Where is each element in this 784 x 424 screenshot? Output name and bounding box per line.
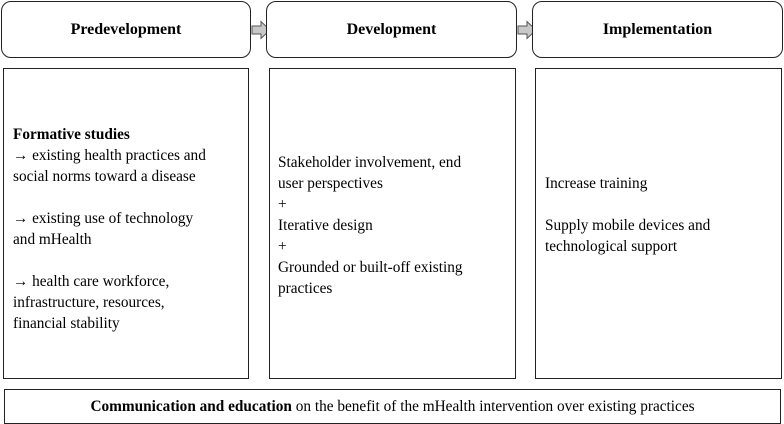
panel-text: technological support — [545, 237, 678, 255]
panel-text: financial stability — [13, 314, 120, 332]
footer-banner — [4, 389, 781, 424]
stage-title: Predevelopment — [70, 20, 182, 38]
stage-header-development — [266, 1, 517, 58]
panel-text: Iterative design — [278, 217, 373, 234]
stage-header-implementation — [532, 1, 783, 58]
panel-text: and mHealth — [13, 230, 92, 248]
panel-text: Increase training — [545, 174, 648, 192]
footer-text: on the benefit of the mHealth intervention over existing practices — [291, 397, 695, 415]
panel-text: Supply mobile devices and — [545, 216, 711, 234]
panel-text: Grounded or built-off existing — [278, 259, 463, 276]
panel-text: + — [278, 196, 287, 213]
panel-predevelopment — [3, 68, 249, 379]
panel-text: user perspectives — [278, 175, 383, 192]
stage-header-predevelopment — [1, 1, 251, 58]
panel-text: practices — [278, 280, 333, 297]
stage-title: Implementation — [602, 20, 713, 38]
panel-text: + — [278, 238, 287, 255]
panel-text: → existing health practices and — [13, 146, 206, 164]
panel-text: → health care workforce, — [13, 272, 170, 290]
panel-development — [269, 68, 516, 379]
footer-bold-text: Communication and education — [90, 397, 292, 415]
panel-text: social norms toward a disease — [13, 167, 196, 185]
panel-heading: Formative studies — [13, 125, 130, 143]
stage-title: Development — [346, 20, 437, 38]
panel-implementation — [535, 68, 782, 379]
panel-text: Stakeholder involvement, end — [278, 154, 462, 171]
panel-text: → existing use of technology — [13, 209, 194, 227]
panel-text: infrastructure, resources, — [13, 293, 165, 311]
